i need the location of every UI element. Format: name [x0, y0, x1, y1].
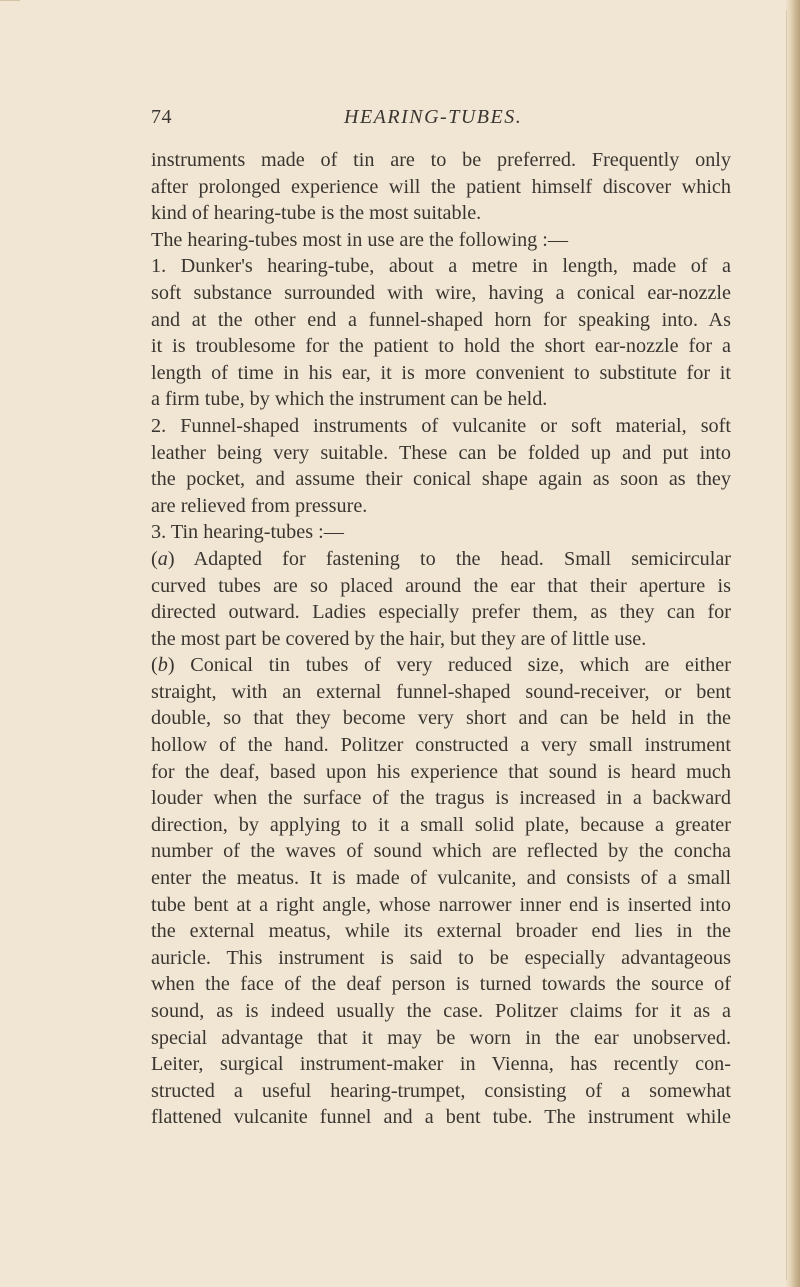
text-line: number of the waves of sound which are reflected by the concha [151, 840, 731, 863]
text-line: The hearing-tubes most in use are the following :— [151, 228, 569, 251]
text-line: auricle. This instrument is said to be especially advantageous [151, 946, 731, 969]
paren-open: ( [151, 547, 158, 570]
text-line: kind of hearing-tube is the most suitable. [151, 202, 482, 225]
text-line: it is troublesome for the patient to hold the short ear-nozzle for a [151, 335, 731, 358]
text-line: direction, by applying to it a small solid plate, because a greater [151, 813, 731, 836]
text-line: the most part be covered by the hair, but they are of little use. [151, 627, 647, 650]
text-line: double, so that they become very short and can be held in the [151, 707, 731, 730]
paren-close: ) [167, 654, 175, 677]
text-line: tube bent at a right angle, whose narrower inner end is inserted into [151, 893, 731, 916]
paren-open: ( [151, 654, 158, 677]
item-letter-a: a [157, 547, 168, 570]
page-edge-shadow [786, 0, 800, 1287]
text-line: and at the other end a funnel-shaped horn for speaking into. As [151, 308, 731, 331]
text-line: sound, as is indeed usually the case. Politzer claims for it as a [151, 1000, 731, 1022]
text-line: flattened vulcanite funnel and a bent tube. The instrument while [151, 1106, 731, 1129]
text-line [151, 652, 731, 679]
page-body [151, 147, 731, 1131]
text-span: Adapted for fastening to the head. Small semicircular [174, 547, 731, 570]
text-line: the pocket, and assume their conical shape again as soon as they [151, 468, 731, 491]
text-line: louder when the surface of the tragus is increased in a backward [151, 787, 731, 810]
page-edge-line [786, 10, 787, 1280]
text-line: hollow of the hand. Politzer constructed a very small instrument [151, 734, 731, 757]
text-span: Conical tin tubes of very reduced size, which are either [174, 654, 731, 677]
text-line: directed outward. Ladies especially prefer them, as they can for [151, 601, 731, 624]
text-line: enter the meatus. It is made of vulcanite, and consists of a small [151, 867, 731, 890]
page-number: 74 [151, 106, 172, 128]
text-line: instruments made of tin are to be preferred. Frequently only [151, 149, 731, 171]
text-line: soft substance surrounded with wire, having a conical ear-nozzle [151, 281, 731, 304]
text-line: structed a useful hearing-trumpet, consisting of a somewhat [151, 1079, 731, 1102]
item-letter-b: b [157, 654, 168, 677]
text-line: leather being very suitable. These can be folded up and put into [151, 441, 731, 464]
page-corner-rule [0, 0, 20, 1]
running-head: HEARING-TUBES. [344, 106, 523, 128]
text-line: straight, with an external funnel-shaped sound-receiver, or bent [151, 680, 731, 703]
text-line: 2. Funnel-shaped instruments of vulcanite or soft material, soft [151, 414, 731, 437]
text-line: when the face of the deaf person is turned towards the source of [151, 973, 731, 996]
text-line: the external meatus, while its external broader end lies in the [151, 920, 731, 943]
page-header [151, 106, 731, 136]
text-line: 3. Tin hearing-tubes :— [151, 521, 344, 544]
text-line: for the deaf, based upon his experience that sound is heard much [151, 760, 731, 783]
text-line: Leiter, surgical instrument-maker in Vienna, has recently con- [151, 1053, 731, 1076]
text-line: 1. Dunker's hearing-tube, about a metre in length, made of a [151, 255, 731, 278]
text-line: length of time in his ear, it is more convenient to substitute for it [151, 361, 731, 384]
text-line: after prolonged experience will the patient himself discover which [151, 175, 731, 198]
text-line: are relieved from pressure. [151, 494, 368, 517]
text-line: special advantage that it may be worn in the ear unobserved. [151, 1026, 731, 1049]
paren-close: ) [167, 547, 175, 570]
text-line: a firm tube, by which the instrument can be held. [151, 388, 548, 411]
text-line [151, 546, 731, 573]
text-line: curved tubes are so placed around the ear that their aperture is [151, 574, 731, 597]
